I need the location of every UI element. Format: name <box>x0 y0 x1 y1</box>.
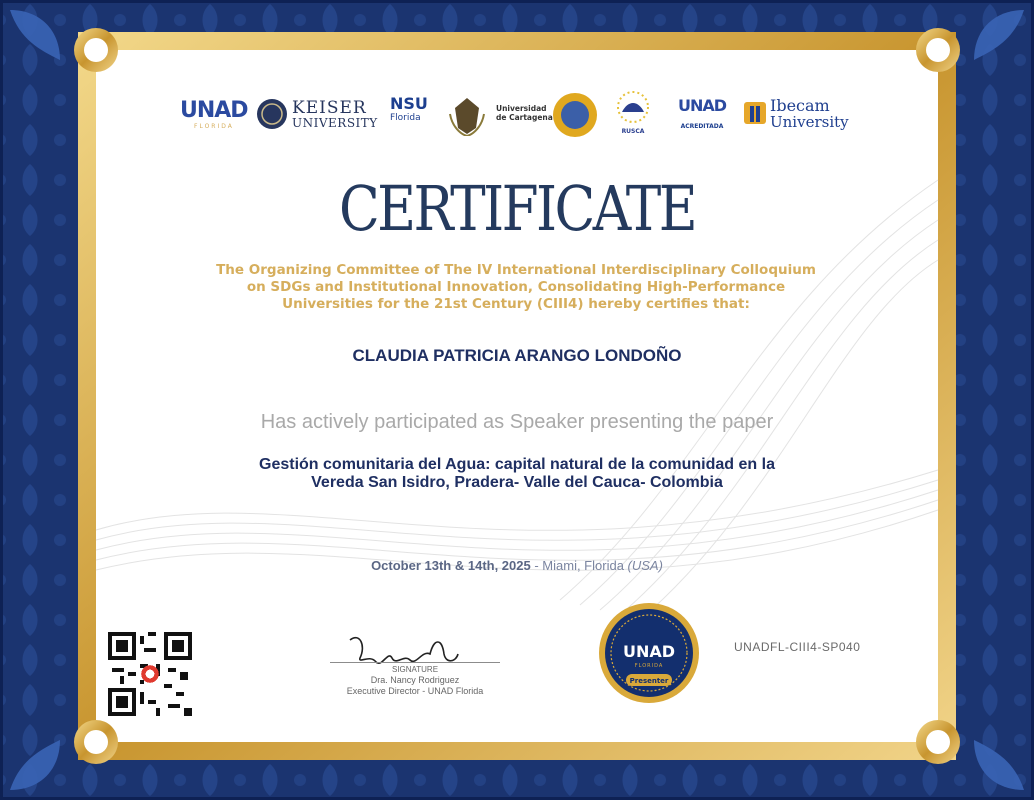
paper-title-line-1: Gestión comunitaria del Agua: capital natural de la comunidad en la <box>259 456 775 473</box>
paper-title-line-2: Vereda San Isidro, Pradera- Valle del Cauca- Colombia <box>311 474 723 491</box>
keiser-university-logo: KEISER UNIVERSITY <box>256 90 376 140</box>
signatory-name: Dra. Nancy Rodriguez <box>370 675 460 685</box>
intro-statement: The Organizing Committee of The IV International Interdisciplinary Colloquium on SDGs and Institutional Innovation, Consolidating High-Performance Universities for the 21st Century (CIII4) hereby certifies that: <box>216 262 816 312</box>
svg-text:UNAD: UNAD <box>622 642 676 661</box>
event-location: Miami, Florida <box>542 558 624 573</box>
ibecam-university-logo: Ibecam University <box>742 90 854 140</box>
keiser-seal-icon <box>256 98 288 130</box>
event-date-location <box>0 558 1034 573</box>
gold-seal-logo <box>552 90 600 140</box>
qr-code-icon[interactable] <box>108 632 192 716</box>
nsu-florida-logo: NSU Florida <box>390 94 428 123</box>
partner-logos <box>176 90 856 140</box>
recipient-name: CLAUDIA PATRICIA ARANGO LONDOÑO <box>352 346 682 365</box>
unad-presenter-seal-icon <box>598 602 700 704</box>
signature-label: SIGNATURE <box>391 665 439 674</box>
rusca-logo: RUSCA <box>608 90 664 140</box>
svg-text:Presenter: Presenter <box>629 677 669 685</box>
signature-line <box>330 662 500 663</box>
unad-florida-logo: UNAD FLORIDA <box>180 98 248 130</box>
unad-acreditada-logo: UNAD ACREDITADA <box>677 96 727 130</box>
signatory-role: Executive Director - UNAD Florida <box>346 686 484 696</box>
rusca-bird-icon <box>608 90 658 124</box>
event-date: October 13th & 14th, 2025 <box>371 558 531 573</box>
ibecam-mark-icon <box>742 100 768 126</box>
svg-text:FLORIDA: FLORIDA <box>634 663 664 669</box>
event-country: (USA) <box>627 558 663 573</box>
paper-title <box>200 456 834 492</box>
universidad-cartagena-logo: Universidad de Cartagena <box>446 90 556 140</box>
certificate-title: CERTIFICATE <box>338 172 696 245</box>
gold-seal-icon <box>552 92 598 138</box>
participation-statement: Has actively participated as Speaker presenting the paper <box>260 411 774 433</box>
certificate-code: UNADFL-CIII4-SP040 <box>734 640 861 654</box>
date-separator: - <box>530 558 543 573</box>
laurel-crest-icon <box>446 94 488 136</box>
